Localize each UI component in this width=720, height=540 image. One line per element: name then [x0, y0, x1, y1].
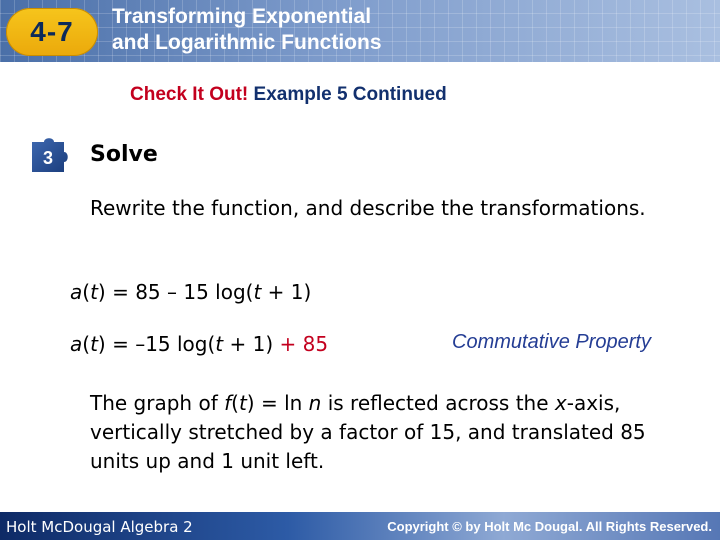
- header-bar: [0, 0, 720, 62]
- transformation-description: [90, 389, 690, 476]
- eq1-var-2: t: [253, 280, 262, 304]
- eq2-rhs-start: ) = –15 log(: [97, 332, 216, 356]
- instruction-text: Rewrite the function, and describe the transformations.: [90, 196, 646, 220]
- desc-fn: f: [224, 391, 232, 415]
- lesson-title-line1: Transforming Exponential: [112, 5, 372, 28]
- example-heading: [130, 84, 447, 106]
- example-label: Example 5 Continued: [253, 84, 447, 105]
- eq2-var-2: t: [215, 332, 224, 356]
- step-number: 3: [42, 148, 54, 168]
- desc-part1: The graph of: [90, 391, 225, 415]
- desc-n: n: [308, 391, 322, 415]
- step-label: Solve: [90, 142, 158, 167]
- eq2-fn: a: [70, 332, 83, 356]
- footer-book-title: Holt McDougal Algebra 2: [6, 518, 193, 536]
- equation-original: a(t) = 85 – 15 log(t + 1): [70, 280, 312, 304]
- eq1-fn: a: [70, 280, 83, 304]
- footer-copyright: Copyright © by Holt Mc Dougal. All Rights Reserved.: [387, 519, 712, 534]
- desc-part4: is reflected across the: [321, 391, 555, 415]
- desc-part3: ) = ln: [246, 391, 309, 415]
- eq2-rhs-mid: + 1): [223, 332, 280, 356]
- eq2-var: t: [90, 332, 98, 356]
- eq2-constant: + 85: [279, 332, 329, 356]
- eq1-rhs-start: ) = 85 – 15 log(: [97, 280, 254, 304]
- desc-axis: x: [554, 391, 567, 415]
- desc-part2: (: [231, 391, 239, 415]
- puzzle-step-icon: [30, 136, 70, 174]
- check-it-out-label: Check It Out!: [130, 84, 249, 105]
- eq1-var: t: [90, 280, 98, 304]
- lesson-title-line2: and Logarithmic Functions: [112, 31, 382, 54]
- equation-rewritten: a(t) = –15 log(t + 1) + 85: [70, 332, 329, 356]
- property-note: Commutative Property: [452, 331, 651, 353]
- footer-bar: [0, 512, 720, 540]
- lesson-badge: 4-7: [6, 8, 98, 56]
- lesson-title: [112, 4, 512, 56]
- desc-var: t: [238, 391, 247, 415]
- eq1-rhs-end: + 1): [261, 280, 312, 304]
- desc-part5: -axis, vertically stretched by a factor of 15, and translated 85 units up and 1 unit left.: [90, 391, 646, 473]
